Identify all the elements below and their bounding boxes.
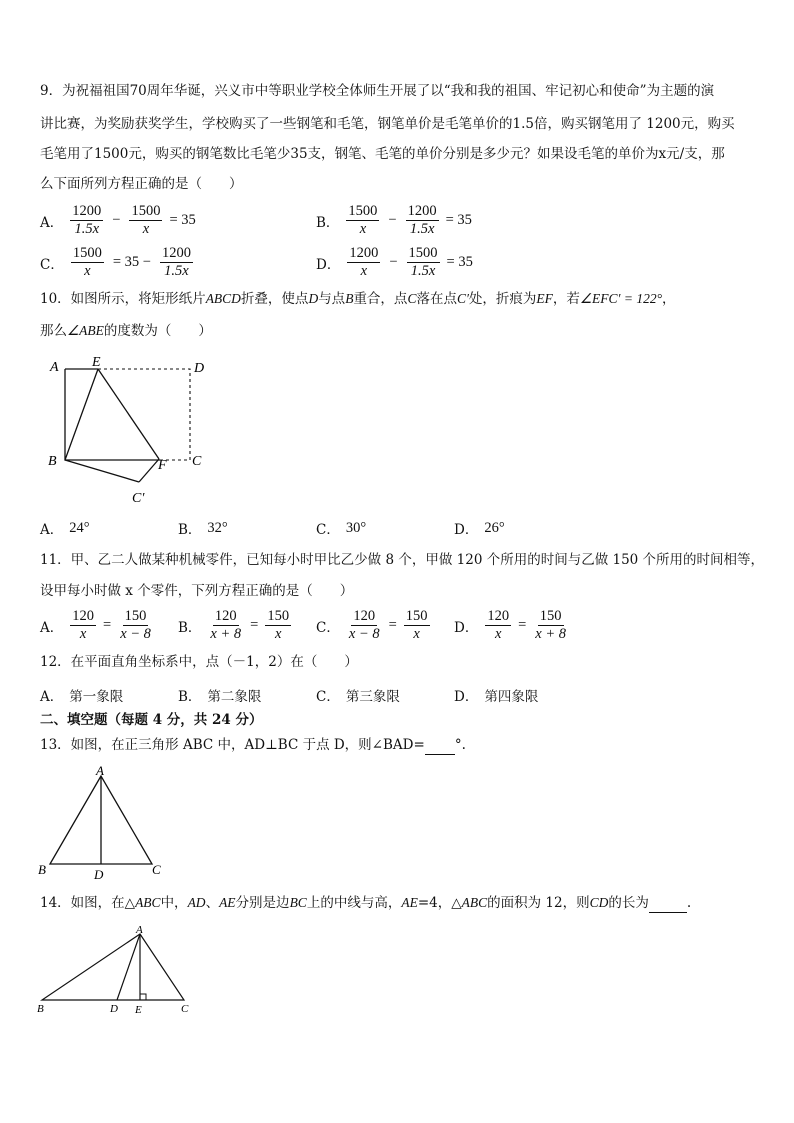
answer-blank[interactable] xyxy=(649,898,687,913)
label-c: C xyxy=(152,862,161,877)
q12-line-1: 12．在平面直角坐标系中，点（－1，2）在（ ） xyxy=(40,654,358,670)
q12-option-b[interactable]: B． 第二象限 xyxy=(178,689,262,705)
triangle-abc xyxy=(42,934,184,1000)
rectangle-side xyxy=(65,369,160,460)
q10-figure xyxy=(40,355,220,510)
fraction: $\frac{150}{x}$ xyxy=(267,608,290,642)
q10-option-d[interactable]: D． 26° xyxy=(454,519,505,538)
q13-figure xyxy=(35,764,175,884)
label-b: B xyxy=(38,862,46,877)
q12-option-a[interactable]: A． 第一象限 xyxy=(40,689,124,705)
label-d: D xyxy=(110,1003,118,1015)
label-b: B xyxy=(48,454,57,469)
label-a: A xyxy=(136,924,143,936)
q11-line-2: 设甲每小时做 x 个零件，下列方程正确的是（ ） xyxy=(40,583,354,599)
q10-line-1: 10．如图所示，将矩形纸片ABCD折叠，使点D与点B重合，点C落在点C′处，折痕为EF，若∠EFC′ = 122°， xyxy=(40,291,676,307)
label-c-prime: C′ xyxy=(132,491,145,506)
q11-option-d[interactable]: D． $\frac{120}{x}$ = $\frac{150}{x + 8}$ xyxy=(454,608,566,642)
q9-option-b[interactable]: B． $\frac{1500}{x}$ − $\frac{1200}{1.5x}$ = 35 xyxy=(316,203,472,237)
label-a: A xyxy=(50,360,59,375)
label-f: F xyxy=(158,458,167,473)
segment-be xyxy=(65,369,98,460)
q9-line-2: 讲比赛，为奖励获奖学生，学校购买了一些钢笔和毛笔，钢笔单价是毛笔单价的1.5倍，购买钢笔用了 1200元，购买 xyxy=(40,116,735,132)
fraction: $\frac{1200}{1.5x}$ xyxy=(407,203,437,237)
q10-option-c[interactable]: C． 30° xyxy=(316,519,367,538)
q9-option-d[interactable]: D． $\frac{1200}{x}$ − $\frac{1500}{1.5x}$ = 35 xyxy=(316,245,473,279)
right-angle-mark xyxy=(140,994,146,1000)
label-c: C xyxy=(192,454,202,469)
label-c: C xyxy=(181,1003,189,1015)
q12-option-d[interactable]: D． 第四象限 xyxy=(454,689,539,705)
fraction: $\frac{1200}{1.5x}$ xyxy=(161,245,191,279)
label-e: E xyxy=(92,355,101,370)
fraction: $\frac{120}{x - 8}$ xyxy=(348,608,380,642)
median-ad xyxy=(117,934,140,1000)
q14-figure xyxy=(32,922,202,1022)
q9-line-1: 9．为祝福祖国70周年华诞，兴义市中等职业学校全体师生开展了以“我和我的祖国、牢记初心和使命”为主题的演 xyxy=(40,83,715,99)
segment-c2f xyxy=(139,459,159,482)
label-e: E xyxy=(135,1004,142,1016)
q9-option-c[interactable]: C． $\frac{1500}{x}$ = 35 − $\frac{1200}{1.5x}$ xyxy=(40,245,191,279)
section-title-fill-in: 二、填空题（每题 4 分，共 24 分） xyxy=(40,712,263,728)
fraction: $\frac{1200}{x}$ xyxy=(349,245,379,279)
label-b: B xyxy=(37,1003,44,1015)
fraction: $\frac{1500}{x}$ xyxy=(131,203,161,237)
q13-line-1: 13．如图，在正三角形 ABC 中，AD⊥BC 于点 D，则∠BAD= °. xyxy=(40,737,466,753)
q11-option-a[interactable]: A． $\frac{120}{x}$ = $\frac{150}{x - 8}$ xyxy=(40,608,151,642)
fraction: $\frac{1200}{1.5x}$ xyxy=(72,203,102,237)
fraction: $\frac{120}{x}$ xyxy=(487,608,510,642)
q9-option-a[interactable]: A． $\frac{1200}{1.5x}$ − $\frac{1500}{x}$ = 35 xyxy=(40,203,196,237)
fraction: $\frac{150}{x - 8}$ xyxy=(120,608,151,642)
q10-option-a[interactable]: A． 24° xyxy=(40,519,90,538)
fraction: $\frac{120}{x}$ xyxy=(72,608,94,642)
fraction: $\frac{150}{x}$ xyxy=(405,608,428,642)
fraction: $\frac{1500}{1.5x}$ xyxy=(408,245,438,279)
fraction: $\frac{120}{x + 8}$ xyxy=(210,608,242,642)
q12-option-c[interactable]: C． 第三象限 xyxy=(316,689,400,705)
label-d: D xyxy=(94,867,104,882)
q10-option-b[interactable]: B． 32° xyxy=(178,519,228,538)
q9-line-3: 毛笔用了1500元，购买的钢笔数比毛笔少35支，钢笔、毛笔的单价分别是多少元？如果设毛笔的单价为x元/支，那 xyxy=(40,146,725,162)
q11-option-c[interactable]: C． $\frac{120}{x - 8}$ = $\frac{150}{x}$ xyxy=(316,608,428,642)
fraction: $\frac{1500}{x}$ xyxy=(72,245,102,279)
q9-line-4: 么下面所列方程正确的是（ ） xyxy=(40,176,243,192)
q11-line-1: 11．甲、乙二人做某种机械零件，已知每小时甲比乙少做 8 个，甲做 120 个所用的时间与乙做 150 个所用的时间相等， xyxy=(40,552,765,568)
fraction: $\frac{150}{x + 8}$ xyxy=(535,608,566,642)
fraction: $\frac{1500}{x}$ xyxy=(348,203,378,237)
segment-bc2 xyxy=(65,460,139,482)
answer-blank[interactable] xyxy=(425,740,455,755)
q10-line-2: 那么∠ABE的度数为（ ） xyxy=(40,323,212,339)
q14-line-1: 14．如图，在△ABC中，AD、AE分别是边BC上的中线与高，AE=4，△ABC的面积为 12，则CD的长为 . xyxy=(40,895,692,911)
crease-ef xyxy=(98,369,159,459)
dashed-folded-part xyxy=(98,369,190,460)
q11-option-b[interactable]: B． $\frac{120}{x + 8}$ = $\frac{150}{x}$ xyxy=(178,608,290,642)
label-d: D xyxy=(194,361,205,376)
label-a: A xyxy=(96,764,104,778)
